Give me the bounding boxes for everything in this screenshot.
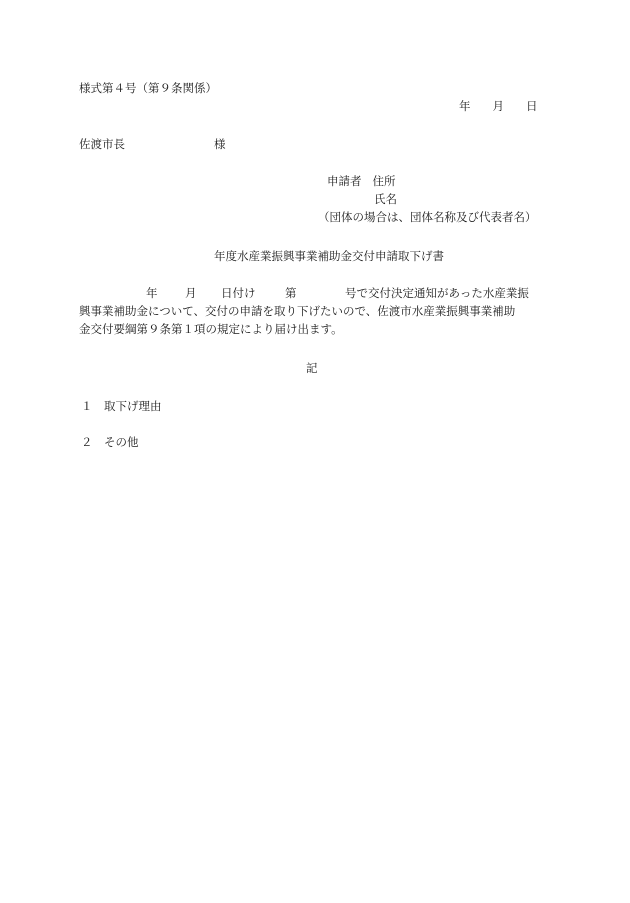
body-line-1-text: 号で交付決定通知があった水産業振 (345, 286, 529, 300)
item-number: ２ (81, 435, 93, 449)
body-line-3: 金交付要綱第９条第１項の規定により届け出ます。 (79, 322, 343, 336)
ki-heading: 記 (306, 361, 318, 375)
body-year-label: 年 (146, 286, 158, 300)
list-item (81, 398, 162, 414)
applicant-note: （団体の場合は、団体名称及び代表者名） (318, 210, 537, 224)
body-month-label: 月 (185, 286, 197, 300)
item-label: 取下げ理由 (104, 399, 162, 413)
addressee-honorific: 様 (214, 137, 226, 151)
addressee-name: 佐渡市長 (79, 137, 125, 151)
body-number-prefix: 第 (285, 286, 297, 300)
item-label: その他 (104, 435, 139, 449)
body-paragraph (79, 284, 551, 338)
date-year-label: 年 (459, 99, 471, 113)
applicant-address-label: 住所 (372, 174, 396, 188)
applicant-address-row (327, 173, 396, 189)
applicant-label: 申請者 (327, 174, 362, 188)
applicant-name-label: 氏名 (374, 192, 397, 206)
item-number: １ (81, 399, 93, 413)
body-line-1 (79, 284, 551, 302)
list-item (81, 434, 139, 450)
body-line-2: 興事業補助金について、交付の申請を取り下げたいので、佐渡市水産業振興事業補助 (79, 304, 516, 318)
date-day-label: 日 (526, 99, 538, 113)
date-month-label: 月 (492, 99, 504, 113)
document-title: 年度水産業振興事業補助金交付申請取下げ書 (214, 249, 444, 263)
addressee (79, 136, 226, 152)
body-dated-label: 日付け (221, 286, 256, 300)
form-number: 様式第４号（第９条関係） (79, 81, 217, 95)
date-line (459, 98, 538, 114)
